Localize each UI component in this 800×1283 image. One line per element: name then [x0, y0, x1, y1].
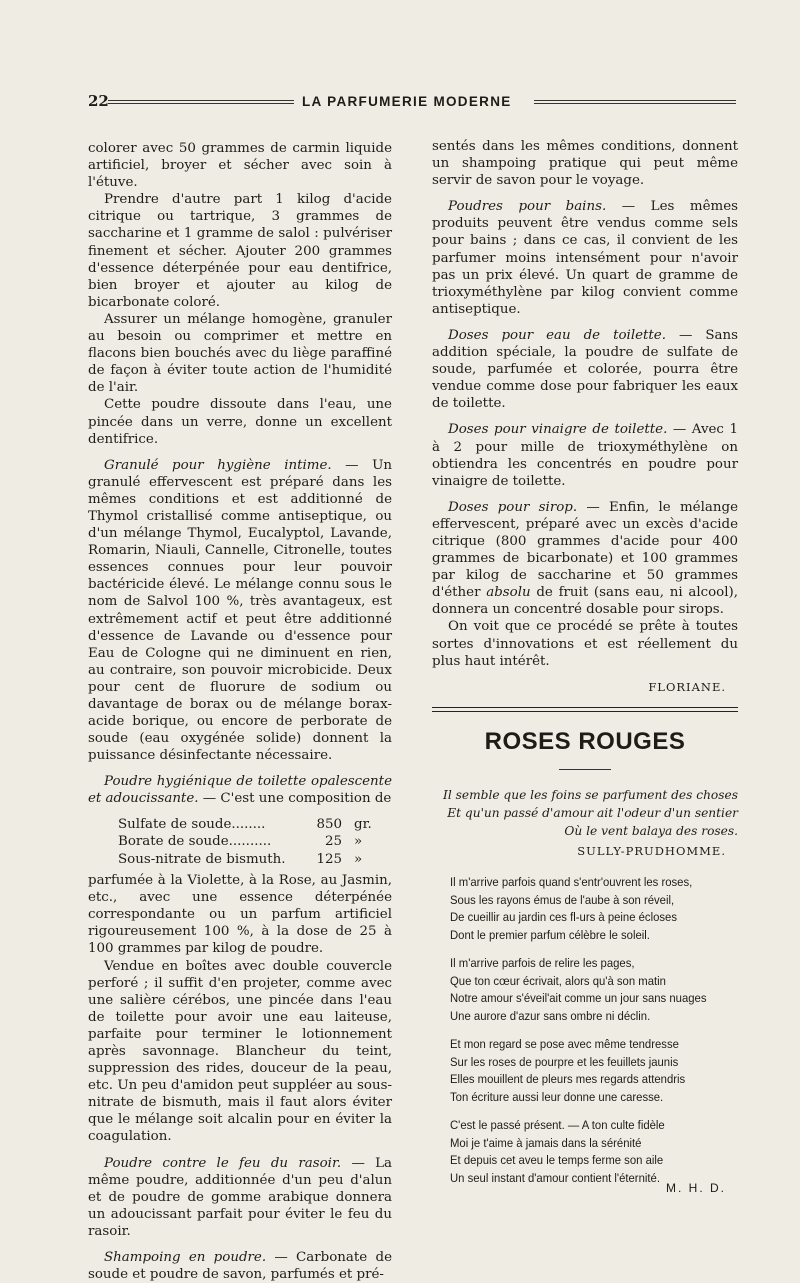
section-text: — Sans addition spéciale, la poudre de sulfate de soude, parfumée et colorée, pourra être vendue comme dose pour fabriquer les eaux de toilette.: [432, 327, 738, 412]
table-row: [118, 816, 392, 834]
poem-line: Moi je t'aime à jamais dans la sérénité: [450, 1135, 642, 1150]
poem-body: [450, 874, 717, 1198]
header-rule-right: [534, 100, 736, 104]
stanza: [450, 1036, 717, 1106]
section-title: Doses pour vinaigre de toilette.: [448, 422, 668, 438]
separator-rule: [432, 707, 738, 708]
epigraph-line: Et qu'un passé d'amour ait l'odeur d'un sentier: [447, 806, 738, 820]
poem-line: Il m'arrive parfois quand s'entr'ouvrent les roses,: [450, 875, 693, 889]
poem-line: De cueillir au jardin ces fl-urs à peine écloses: [450, 910, 678, 924]
paragraph: On voit que ce procédé se prête à toutes sortes d'innovations et est réellement du plus haut intérêt.: [432, 619, 738, 669]
poem-line: Une aurore d'azur sans ombre ni déclin.: [450, 1008, 651, 1023]
poem-line: Un seul instant d'amour contient l'éternité.: [450, 1170, 660, 1185]
stanza: [450, 955, 717, 1025]
ingredient-name: Borate de soude..........: [118, 834, 272, 850]
ingredient-name: Sous-nitrate de bismuth.: [118, 851, 286, 867]
section-title: Doses pour eau de toilette.: [448, 327, 666, 343]
stanza: [450, 874, 717, 944]
section-text: — Un granulé effervescent est préparé dans les mêmes conditions et est additionné de Thymol cristallisé comme antiseptique, ou d'un mélange Thymol, Eucalyptol, Lavande, Romarin, Niauli, Cannelle, Citronelle, toutes essences connues pour leur pouvoir bactéricide élevé. Le mélange connu sous le nom de Salvol 100 %, très avantageux, est extrêmement actif et peut être additionné d'essence de Lavande ou d'essence pour Eau de Cologne qui ne diminuent en rien, au contraire, son pouvoir microbicide. Deux pour cent de fluorure de sodium ou davantage de borax ou de mélange borax-acide borique, ou encore de perborate de soude (eau oxygénée solide) donnent la puissance désinfectante nécessaire.: [88, 457, 392, 764]
separator-rule: [432, 711, 738, 712]
section-eau: [432, 327, 738, 412]
section-bains: [432, 198, 738, 318]
paragraph: Vendue en boîtes avec double couvercle perforé ; il suffit d'en projeter, comme avec une salière cérébos, une pincée dans l'eau de toilette pour avoir une eau laiteuse, parfaite pour terminer le lotionnement après savonnage. Blancheur du teint, suppression des rides, douceur de la peau, etc. Un peu d'amidon peut suppléer au sous-nitrate de bismuth, mais il faut alors éviter que le mélange soit alcalin pour en éviter la coagulation.: [88, 958, 392, 1145]
section-text: — C'est une composition de: [198, 791, 392, 807]
section-poudre: [88, 773, 392, 807]
section-text: — Enfin, le mélange effervescent, préparé avec un excès d'acide citrique (800 grammes d'acide pour 400 grammes de bicarbonate) et 100 grammes par kilog de saccharine et 50 grammes d'éther: [432, 499, 738, 601]
poem-line: Que ton cœur écrivait, alors qu'à son matin: [450, 973, 666, 988]
section-shampoing: [88, 1249, 392, 1283]
epigraph: [432, 786, 738, 840]
article-signature: FLORIANE.: [648, 680, 726, 694]
epigraph-line: Où le vent balaya des roses.: [564, 824, 738, 838]
right-column: [432, 138, 738, 670]
poem-line: Sous les rayons émus de l'aube à son réveil,: [450, 892, 675, 907]
section-title: Poudre hygiénique de toilette opalescente et adoucissante.: [88, 774, 392, 807]
section-rasoir: [88, 1155, 392, 1240]
stanza: [450, 1117, 717, 1187]
header-rule-left: [108, 100, 294, 104]
poem-line: Ton écriture aussi leur donne une caresse.: [450, 1089, 664, 1104]
paragraph: parfumée à la Violette, à la Rose, au Jasmin, etc., avec une essence déterpénée correspondante ou un parfum artificiel rigoureusement 100 %, à la dose de 25 à 100 grammes par kilog de poudre.: [88, 873, 392, 957]
poem-author: M. H. D.: [666, 1181, 726, 1195]
section-title: Granulé pour hygiène intime.: [104, 457, 332, 473]
journal-title: LA PARFUMERIE MODERNE: [302, 94, 512, 109]
section-title: Poudre contre le feu du rasoir.: [104, 1155, 342, 1171]
paragraph: sentés dans les mêmes conditions, donnent un shampoing pratique qui peut même servir de savon pour le voyage.: [432, 139, 738, 189]
ingredient-unit: »: [354, 834, 363, 850]
paragraph: Prendre d'autre part 1 kilog d'acide citrique ou tartrique, 3 grammes de saccharine et 1 gramme de salol : pulvériser finement et sécher. Ajouter 200 grammes d'essence déterpénée pour eau dentifrice, bien broyer et ajouter au kilog de bicarbonate coloré.: [88, 192, 392, 310]
left-column: [88, 140, 392, 1283]
ingredient-unit: gr.: [354, 816, 372, 832]
section-text: — Carbonate de soude et poudre de savon, parfumés et pré-: [88, 1250, 392, 1283]
poem-line: Notre amour s'éveil'ait comme un jour sans nuages: [450, 991, 707, 1005]
table-row: [118, 833, 392, 851]
section-text: — Les mêmes produits peuvent être vendus comme sels pour bains ; dans ce cas, il convient de les parfumer moins intensément pour n'avoir pas un prix élevé. Un quart de gramme de trioxyméthylène par kilog convient comme antiseptique.: [432, 199, 739, 317]
poem-line: Sur les roses de pourpre et les feuillets jaunis: [450, 1054, 679, 1069]
epigraph-author: SULLY-PRUDHOMME.: [577, 844, 726, 858]
section-text: de fruit (sans eau, ni alcool), donnera un concentré dosable pour sirops.: [432, 585, 739, 618]
poem-line: Et depuis cet aveu le temps ferme son aile: [450, 1153, 664, 1167]
ingredient-name: Sulfate de soude........: [118, 816, 266, 832]
title-underline: [559, 769, 611, 770]
paragraph: Cette poudre dissoute dans l'eau, une pincée dans un verre, donne un excellent dentifrice.: [88, 397, 392, 447]
ingredient-amount: 25: [324, 834, 342, 850]
section-vinaigre: [432, 421, 738, 489]
page-number: 22: [88, 92, 109, 110]
poem-line: Et mon regard se pose avec même tendresse: [450, 1037, 679, 1051]
paragraph: colorer avec 50 grammes de carmin liquide artificiel, broyer et sécher avec soin à l'étuve.: [88, 141, 392, 191]
section-text: — Avec 1 à 2 pour mille de trioxyméthylène on obtiendra les concentrés en poudre pour vinaigre de toilette.: [432, 422, 738, 489]
table-row: [118, 851, 392, 869]
composition-table: [118, 816, 392, 869]
poem-line: Il m'arrive parfois de relire les pages,: [450, 956, 635, 970]
section-sirop: [432, 499, 738, 619]
section-granule: [88, 457, 392, 765]
epigraph-line: Il semble que les foins se parfument des choses: [443, 788, 738, 802]
section-title: Doses pour sirop.: [448, 499, 578, 515]
section-title: Shampoing en poudre.: [104, 1250, 267, 1266]
poem-line: C'est le passé présent. — A ton culte fidèle: [450, 1118, 665, 1132]
poem-line: Dont le premier parfum célèbre le soleil.: [450, 927, 650, 942]
paragraph: Assurer un mélange homogène, granuler au besoin ou comprimer et mettre en flacons bien bouchés avec du liège paraffiné de façon à éviter toute action de l'humidité de l'air.: [88, 311, 392, 396]
italic-word: absolu: [486, 585, 531, 601]
section-title: Poudres pour bains.: [448, 199, 607, 215]
page-header: [86, 92, 738, 114]
ingredient-amount: 125: [316, 851, 342, 867]
ingredient-amount: 850: [316, 816, 342, 832]
ingredient-unit: »: [354, 851, 363, 867]
section-text: — La même poudre, additionnée d'un peu d'alun et de poudre de gomme arabique donnera un adoucissant parfait pour éviter le feu du rasoir.: [88, 1155, 393, 1239]
poem-title: ROSES ROUGES: [484, 728, 686, 755]
poem-line: Elles mouillent de pleurs mes regards attendris: [450, 1072, 686, 1086]
